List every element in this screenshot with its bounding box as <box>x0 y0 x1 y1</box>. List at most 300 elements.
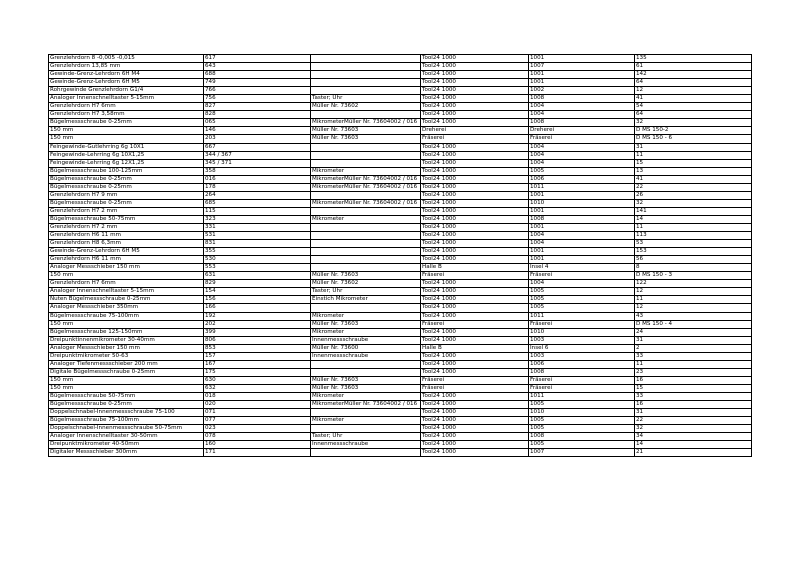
table-row <box>49 55 752 63</box>
location-cell: Tool24 1000 <box>421 296 529 304</box>
table-row <box>49 135 752 143</box>
storage-place-cell: 1005 <box>529 417 635 425</box>
item-number-cell: 531 <box>204 232 311 240</box>
table-row <box>49 183 752 191</box>
item-name-cell: Grenzlehrdorn H7 2 mm <box>49 207 204 215</box>
table-row <box>49 143 752 151</box>
quantity-cell: 11 <box>635 296 752 304</box>
location-cell: Tool24 1000 <box>421 336 529 344</box>
location-cell: Tool24 1000 <box>421 175 529 183</box>
type-note-cell <box>311 63 421 71</box>
item-name-cell: Feingewinde-Lehrring 6g 12X1,25 <box>49 159 204 167</box>
type-note-cell <box>311 256 421 264</box>
item-number-cell: 331 <box>204 223 311 231</box>
type-note-cell <box>311 79 421 87</box>
location-cell: Fräserei <box>421 320 529 328</box>
table-row <box>49 215 752 223</box>
item-name-cell: Analoger Innenschnelltaster 30-50mm <box>49 433 204 441</box>
item-number-cell: 344 / 367 <box>204 151 311 159</box>
quantity-cell: 41 <box>635 95 752 103</box>
table-row <box>49 280 752 288</box>
type-note-cell: Taster; Uhr <box>311 95 421 103</box>
item-number-cell: 157 <box>204 352 311 360</box>
location-cell: Fräserei <box>421 384 529 392</box>
table-row <box>49 401 752 409</box>
storage-place-cell: 1001 <box>529 256 635 264</box>
item-name-cell: Bügelmessschraube 0-25mm <box>49 401 204 409</box>
type-note-cell: Müller Nr. 73603 <box>311 384 421 392</box>
item-name-cell: 150 mm <box>49 127 204 135</box>
item-number-cell: 171 <box>204 449 311 457</box>
type-note-cell <box>311 304 421 312</box>
quantity-cell: 21 <box>635 449 752 457</box>
storage-place-cell: 1008 <box>529 433 635 441</box>
storage-place-cell: 1003 <box>529 352 635 360</box>
table-row <box>49 127 752 135</box>
item-number-cell: 828 <box>204 111 311 119</box>
item-name-cell: Dreipunktinnenmikrometer 30-40mm <box>49 336 204 344</box>
quantity-cell: 64 <box>635 79 752 87</box>
quantity-cell: 33 <box>635 352 752 360</box>
item-number-cell: 766 <box>204 87 311 95</box>
quantity-cell: 11 <box>635 223 752 231</box>
item-number-cell: 358 <box>204 167 311 175</box>
location-cell: Tool24 1000 <box>421 159 529 167</box>
type-note-cell: Müller Nr. 73603 <box>311 127 421 135</box>
storage-place-cell: 1008 <box>529 95 635 103</box>
type-note-cell: Müller Nr. 73603 <box>311 376 421 384</box>
item-name-cell: Analoger Messschieber 350mm <box>49 304 204 312</box>
table-row <box>49 320 752 328</box>
item-number-cell: 166 <box>204 304 311 312</box>
quantity-cell: 33 <box>635 392 752 400</box>
item-name-cell: Grenzlehrdorn H7 3,58mm <box>49 111 204 119</box>
item-name-cell: Bügelmessschraube 0-25mm <box>49 175 204 183</box>
type-note-cell: MikrometerMüller Nr. 73604002 / 016 <box>311 183 421 191</box>
location-cell: Tool24 1000 <box>421 55 529 63</box>
quantity-cell: D MS 150 - 4 <box>635 320 752 328</box>
table-row <box>49 352 752 360</box>
quantity-cell: 54 <box>635 103 752 111</box>
table-row <box>49 425 752 433</box>
location-cell: Tool24 1000 <box>421 256 529 264</box>
item-number-cell: 175 <box>204 368 311 376</box>
table-row <box>49 272 752 280</box>
item-number-cell: 018 <box>204 392 311 400</box>
table-row <box>49 264 752 272</box>
storage-place-cell: 1001 <box>529 191 635 199</box>
location-cell: Dreherei <box>421 127 529 135</box>
type-note-cell: Taster; Uhr <box>311 288 421 296</box>
quantity-cell: 22 <box>635 417 752 425</box>
quantity-cell: 43 <box>635 312 752 320</box>
type-note-cell <box>311 223 421 231</box>
storage-place-cell: 1001 <box>529 79 635 87</box>
type-note-cell <box>311 360 421 368</box>
type-note-cell: Mikrometer <box>311 328 421 336</box>
location-cell: Tool24 1000 <box>421 441 529 449</box>
item-name-cell: Analoger Tiefenmessschieber 200 mm <box>49 360 204 368</box>
storage-place-cell: 1004 <box>529 159 635 167</box>
location-cell: Fräserei <box>421 376 529 384</box>
storage-place-cell: 1001 <box>529 55 635 63</box>
location-cell: Tool24 1000 <box>421 143 529 151</box>
location-cell: Tool24 1000 <box>421 352 529 360</box>
storage-place-cell: 1005 <box>529 296 635 304</box>
table-row <box>49 103 752 111</box>
item-number-cell: 160 <box>204 441 311 449</box>
item-name-cell: Gewinde-Grenz-Lehrdorn 6H M4 <box>49 71 204 79</box>
location-cell: Tool24 1000 <box>421 183 529 191</box>
type-note-cell: Müller Nr. 73603 <box>311 135 421 143</box>
item-number-cell: 065 <box>204 119 311 127</box>
item-number-cell: 115 <box>204 207 311 215</box>
quantity-cell: 31 <box>635 409 752 417</box>
quantity-cell: 26 <box>635 191 752 199</box>
item-number-cell: 530 <box>204 256 311 264</box>
storage-place-cell: 1005 <box>529 288 635 296</box>
table-row <box>49 344 752 352</box>
quantity-cell: 11 <box>635 151 752 159</box>
quantity-cell: 113 <box>635 232 752 240</box>
item-number-cell: 631 <box>204 272 311 280</box>
item-name-cell: Dreipunktmikrometer 50-63 <box>49 352 204 360</box>
table-row <box>49 111 752 119</box>
quantity-cell: 24 <box>635 328 752 336</box>
item-number-cell: 749 <box>204 79 311 87</box>
item-number-cell: 154 <box>204 288 311 296</box>
quantity-cell: 135 <box>635 55 752 63</box>
quantity-cell: 16 <box>635 401 752 409</box>
storage-place-cell: 1001 <box>529 223 635 231</box>
item-number-cell: 632 <box>204 384 311 392</box>
table-row <box>49 449 752 457</box>
quantity-cell: D MS 150 - 6 <box>635 135 752 143</box>
type-note-cell <box>311 207 421 215</box>
item-name-cell: Grenzlehrdorn H6 11 mm <box>49 256 204 264</box>
location-cell: Tool24 1000 <box>421 151 529 159</box>
type-note-cell <box>311 368 421 376</box>
quantity-cell: 14 <box>635 215 752 223</box>
quantity-cell: 22 <box>635 183 752 191</box>
storage-place-cell: 1008 <box>529 119 635 127</box>
table-row <box>49 417 752 425</box>
type-note-cell <box>311 111 421 119</box>
item-name-cell: Digitaler Messschieber 300mm <box>49 449 204 457</box>
location-cell: Tool24 1000 <box>421 304 529 312</box>
type-note-cell <box>311 55 421 63</box>
table-row <box>49 240 752 248</box>
type-note-cell: Müller Nr. 73600 <box>311 344 421 352</box>
table-row <box>49 296 752 304</box>
storage-place-cell: 1005 <box>529 167 635 175</box>
storage-place-cell: Fräserei <box>529 384 635 392</box>
location-cell: Fräserei <box>421 272 529 280</box>
location-cell: Tool24 1000 <box>421 449 529 457</box>
type-note-cell: Mikrometer <box>311 215 421 223</box>
location-cell: Tool24 1000 <box>421 191 529 199</box>
quantity-cell: 14 <box>635 441 752 449</box>
location-cell: Fräserei <box>421 135 529 143</box>
table-row <box>49 433 752 441</box>
type-note-cell: Mikrometer <box>311 312 421 320</box>
quantity-cell: 41 <box>635 175 752 183</box>
item-number-cell: 023 <box>204 425 311 433</box>
item-number-cell: 202 <box>204 320 311 328</box>
item-name-cell: Grenzlehrdorn H7 2 mm <box>49 223 204 231</box>
item-name-cell: Doppelschnabel-Innenmessschraube 75-100 <box>49 409 204 417</box>
storage-place-cell: 1004 <box>529 151 635 159</box>
item-number-cell: 399 <box>204 328 311 336</box>
location-cell: Tool24 1000 <box>421 215 529 223</box>
item-number-cell: 831 <box>204 240 311 248</box>
table-row <box>49 392 752 400</box>
storage-place-cell: 1005 <box>529 401 635 409</box>
item-number-cell: 078 <box>204 433 311 441</box>
location-cell: Tool24 1000 <box>421 248 529 256</box>
item-number-cell: 345 / 371 <box>204 159 311 167</box>
storage-place-cell: Insel 6 <box>529 344 635 352</box>
item-number-cell: 827 <box>204 103 311 111</box>
item-name-cell: Grenzlehrdorn H7 6mm <box>49 103 204 111</box>
quantity-cell: 8 <box>635 264 752 272</box>
item-number-cell: 806 <box>204 336 311 344</box>
table-row <box>49 207 752 215</box>
storage-place-cell: Fräserei <box>529 135 635 143</box>
storage-place-cell: 1011 <box>529 392 635 400</box>
location-cell: Halle B <box>421 344 529 352</box>
table-row <box>49 256 752 264</box>
type-note-cell <box>311 232 421 240</box>
type-note-cell <box>311 264 421 272</box>
storage-place-cell: 1006 <box>529 360 635 368</box>
type-note-cell: Innenmessschraube <box>311 336 421 344</box>
storage-place-cell: 1011 <box>529 183 635 191</box>
quantity-cell: 13 <box>635 167 752 175</box>
item-name-cell: Analoger Messschieber 150 mm <box>49 344 204 352</box>
storage-place-cell: 1003 <box>529 336 635 344</box>
inventory-table-body <box>49 55 752 457</box>
type-note-cell: Müller Nr. 73603 <box>311 272 421 280</box>
type-note-cell: Taster; Uhr <box>311 433 421 441</box>
item-name-cell: 150 mm <box>49 320 204 328</box>
item-name-cell: Bügelmessschraube 75-100mm <box>49 312 204 320</box>
item-name-cell: Bügelmessschraube 50-75mm <box>49 392 204 400</box>
storage-place-cell: 1006 <box>529 175 635 183</box>
item-name-cell: Analoger Innenschnelltaster 5-15mm <box>49 95 204 103</box>
type-note-cell: MikrometerMüller Nr. 73604002 / 016 <box>311 175 421 183</box>
item-number-cell: 156 <box>204 296 311 304</box>
storage-place-cell: Fräserei <box>529 376 635 384</box>
table-row <box>49 119 752 127</box>
quantity-cell: 15 <box>635 384 752 392</box>
item-name-cell: Grenzlehrdorn 8 -0,005 -0,015 <box>49 55 204 63</box>
storage-place-cell: 1008 <box>529 368 635 376</box>
item-name-cell: Bügelmessschraube 50-75mm <box>49 215 204 223</box>
location-cell: Tool24 1000 <box>421 223 529 231</box>
location-cell: Tool24 1000 <box>421 207 529 215</box>
type-note-cell <box>311 240 421 248</box>
item-name-cell: Dreipunktmikrometer 40-50mm <box>49 441 204 449</box>
item-name-cell: Gewinde-Grenz-Lehrdorn 6H M5 <box>49 248 204 256</box>
type-note-cell <box>311 159 421 167</box>
type-note-cell: Mikrometer <box>311 392 421 400</box>
storage-place-cell: Fräserei <box>529 320 635 328</box>
location-cell: Tool24 1000 <box>421 95 529 103</box>
location-cell: Tool24 1000 <box>421 87 529 95</box>
item-number-cell: 264 <box>204 191 311 199</box>
quantity-cell: 141 <box>635 207 752 215</box>
location-cell: Tool24 1000 <box>421 240 529 248</box>
item-name-cell: Analoger Messschieber 150 mm <box>49 264 204 272</box>
item-number-cell: 178 <box>204 183 311 191</box>
storage-place-cell: 1007 <box>529 449 635 457</box>
table-row <box>49 384 752 392</box>
item-name-cell: 150 mm <box>49 376 204 384</box>
item-name-cell: 150 mm <box>49 135 204 143</box>
quantity-cell: 153 <box>635 248 752 256</box>
location-cell: Tool24 1000 <box>421 417 529 425</box>
item-number-cell: 355 <box>204 248 311 256</box>
item-name-cell: Nuten Bügelmessschraube 0-25mm <box>49 296 204 304</box>
item-name-cell: Bügelmessschraube 0-25mm <box>49 183 204 191</box>
quantity-cell: 15 <box>635 159 752 167</box>
type-note-cell <box>311 71 421 79</box>
storage-place-cell: 1005 <box>529 304 635 312</box>
item-name-cell: 150 mm <box>49 272 204 280</box>
type-note-cell: Müller Nr. 73602 <box>311 280 421 288</box>
storage-place-cell: 1004 <box>529 111 635 119</box>
item-name-cell: Bügelmessschraube 0-25mm <box>49 199 204 207</box>
table-row <box>49 79 752 87</box>
table-row <box>49 360 752 368</box>
item-number-cell: 146 <box>204 127 311 135</box>
table-row <box>49 151 752 159</box>
quantity-cell: 34 <box>635 433 752 441</box>
table-row <box>49 304 752 312</box>
quantity-cell: 32 <box>635 425 752 433</box>
table-row <box>49 336 752 344</box>
location-cell: Tool24 1000 <box>421 288 529 296</box>
location-cell: Halle B <box>421 264 529 272</box>
table-row <box>49 368 752 376</box>
type-note-cell <box>311 87 421 95</box>
storage-place-cell: 1008 <box>529 215 635 223</box>
item-number-cell: 667 <box>204 143 311 151</box>
table-row <box>49 409 752 417</box>
item-number-cell: 829 <box>204 280 311 288</box>
storage-place-cell: 1005 <box>529 425 635 433</box>
storage-place-cell: 1001 <box>529 248 635 256</box>
item-name-cell: Grenzlehrdorn H6 11 mm <box>49 232 204 240</box>
type-note-cell: Innenmessschraube <box>311 441 421 449</box>
type-note-cell: Müller Nr. 73602 <box>311 103 421 111</box>
item-number-cell: 071 <box>204 409 311 417</box>
storage-place-cell: 1010 <box>529 409 635 417</box>
location-cell: Tool24 1000 <box>421 79 529 87</box>
item-number-cell: 853 <box>204 344 311 352</box>
type-note-cell: Mikrometer <box>311 167 421 175</box>
storage-place-cell: 1001 <box>529 207 635 215</box>
type-note-cell <box>311 409 421 417</box>
location-cell: Tool24 1000 <box>421 71 529 79</box>
location-cell: Tool24 1000 <box>421 360 529 368</box>
type-note-cell: Einstich Mikrometer <box>311 296 421 304</box>
item-name-cell: Feingewinde-Lehrring 6g 10X1,25 <box>49 151 204 159</box>
item-name-cell: Bügelmessschraube 0-25mm <box>49 119 204 127</box>
quantity-cell: 12 <box>635 87 752 95</box>
storage-place-cell: Dreherei <box>529 127 635 135</box>
table-row <box>49 328 752 336</box>
type-note-cell <box>311 449 421 457</box>
storage-place-cell: 1010 <box>529 199 635 207</box>
storage-place-cell: 1002 <box>529 87 635 95</box>
storage-place-cell: 1010 <box>529 328 635 336</box>
item-name-cell: Grenzlehrdorn 13,85 mm <box>49 63 204 71</box>
location-cell: Tool24 1000 <box>421 425 529 433</box>
item-name-cell: Analoger Innenschnelltaster 5-15mm <box>49 288 204 296</box>
location-cell: Tool24 1000 <box>421 401 529 409</box>
item-name-cell: Bügelmessschraube 100-125mm <box>49 167 204 175</box>
item-number-cell: 192 <box>204 312 311 320</box>
quantity-cell: 31 <box>635 143 752 151</box>
storage-place-cell: 1004 <box>529 103 635 111</box>
item-name-cell: Doppelschnabel-Innenmessschraube 50-75mm <box>49 425 204 433</box>
item-number-cell: 688 <box>204 71 311 79</box>
table-row <box>49 312 752 320</box>
item-name-cell: Grenzlehrdorn H7 9 mm <box>49 191 204 199</box>
storage-place-cell: 1005 <box>529 441 635 449</box>
table-row <box>49 376 752 384</box>
quantity-cell: 23 <box>635 368 752 376</box>
quantity-cell: 56 <box>635 256 752 264</box>
table-row <box>49 288 752 296</box>
table-row <box>49 248 752 256</box>
quantity-cell: 2 <box>635 344 752 352</box>
table-row <box>49 167 752 175</box>
type-note-cell: MikrometerMüller Nr. 73604002 / 016 <box>311 119 421 127</box>
item-number-cell: 167 <box>204 360 311 368</box>
type-note-cell: MikrometerMüller Nr. 73604002 / 016 <box>311 401 421 409</box>
table-row <box>49 441 752 449</box>
item-number-cell: 630 <box>204 376 311 384</box>
quantity-cell: 12 <box>635 304 752 312</box>
quantity-cell: D MS 150 - 3 <box>635 272 752 280</box>
item-number-cell: 685 <box>204 199 311 207</box>
item-name-cell: Gewinde-Grenz-Lehrdorn 6H M5 <box>49 79 204 87</box>
table-row <box>49 191 752 199</box>
quantity-cell: D MS 150-2 <box>635 127 752 135</box>
location-cell: Tool24 1000 <box>421 103 529 111</box>
location-cell: Tool24 1000 <box>421 392 529 400</box>
item-name-cell: Grenzlehrdorn H7 6mm <box>49 280 204 288</box>
table-row <box>49 199 752 207</box>
location-cell: Tool24 1000 <box>421 312 529 320</box>
item-number-cell: 077 <box>204 417 311 425</box>
table-row <box>49 232 752 240</box>
item-name-cell: Rohrgewinde Grenzlehrdorn G1/4 <box>49 87 204 95</box>
storage-place-cell: 1011 <box>529 312 635 320</box>
table-row <box>49 71 752 79</box>
location-cell: Tool24 1000 <box>421 409 529 417</box>
table-row <box>49 175 752 183</box>
storage-place-cell: 1004 <box>529 280 635 288</box>
item-name-cell: Bügelmessschraube 125-150mm <box>49 328 204 336</box>
type-note-cell <box>311 191 421 199</box>
item-number-cell: 617 <box>204 55 311 63</box>
location-cell: Tool24 1000 <box>421 119 529 127</box>
quantity-cell: 12 <box>635 288 752 296</box>
